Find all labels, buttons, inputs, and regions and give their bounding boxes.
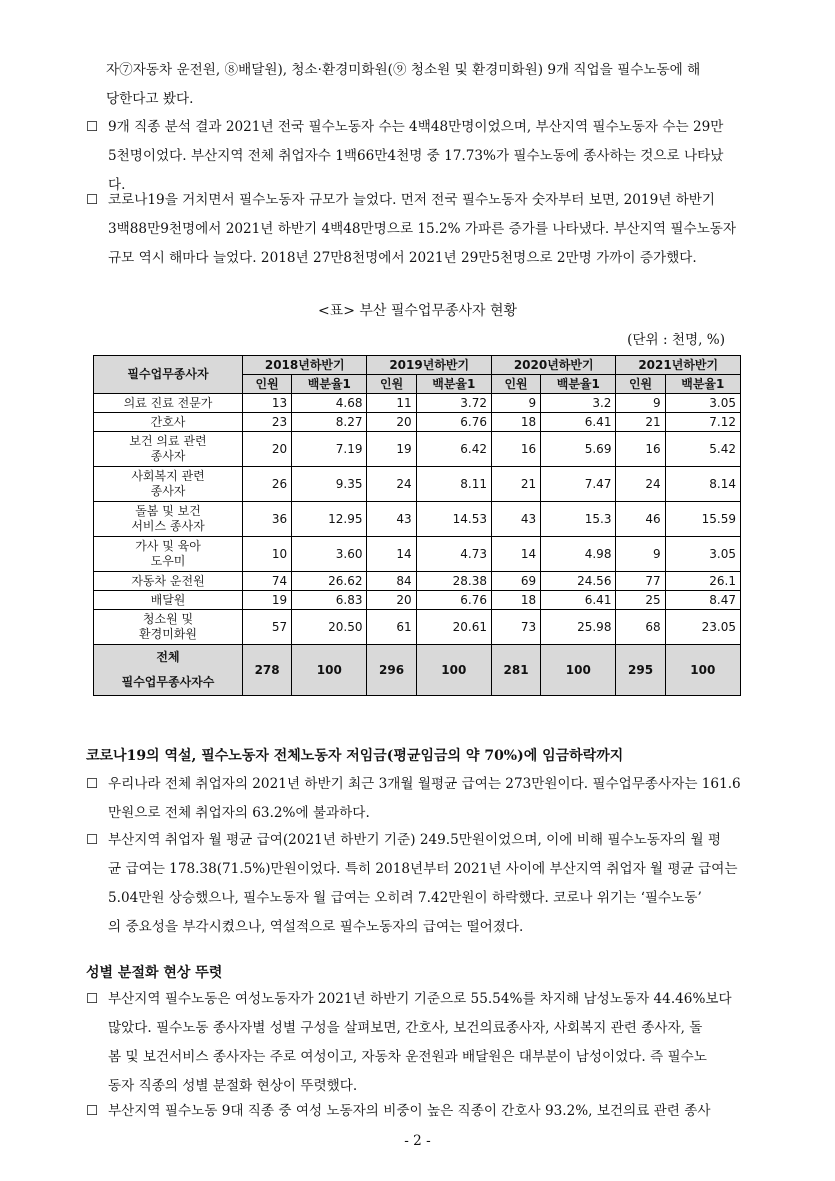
percent-cell: 100 — [541, 645, 616, 696]
percent-cell: 25.98 — [541, 610, 616, 645]
sub-header-percent: 백분율1 — [541, 375, 616, 394]
row-label-line: 보건 의료 관련 — [129, 434, 207, 448]
table-row — [94, 502, 741, 537]
row-label-cell — [94, 432, 243, 467]
count-cell: 21 — [491, 467, 540, 502]
text-line: 동자 직종의 성별 분절화 현상이 뚜렷했다. — [108, 1078, 358, 1094]
percent-cell: 14.53 — [416, 502, 491, 537]
table-row — [94, 394, 741, 413]
text-line: 5천명이었다. 부산지역 전체 취업자수 1백66만4천명 중 17.73%가 필수노동에 종사하는 것으로 나타났 — [108, 148, 724, 164]
percent-cell: 3.05 — [665, 394, 740, 413]
intro-paragraph — [106, 56, 758, 114]
percent-cell: 20.50 — [292, 610, 367, 645]
text-line: 자⑦자동차 운전원, ⑧배달원), 청소·환경미화원(⑨ 청소원 및 환경미화원) 9개 직업을 필수노동에 해 — [106, 62, 701, 78]
checkbox-bullet-icon: ☐ — [86, 776, 99, 792]
count-cell: 57 — [243, 610, 292, 645]
percent-cell: 28.38 — [416, 572, 491, 591]
sub-header-percent: 백분율1 — [292, 375, 367, 394]
text-line: 봄 및 보건서비스 종사자는 주로 여성이고, 자동차 운전원과 배달원은 대부분이 남성이었다. 즉 필수노 — [108, 1049, 707, 1065]
section-heading-gender: 성별 분절화 현상 뚜렷 — [86, 965, 223, 981]
table-total-row — [94, 645, 741, 696]
text-line: 당한다고 봤다. — [106, 91, 194, 107]
row-label-line: 배달원 — [150, 592, 186, 607]
row-label-line: 간호사 — [150, 414, 186, 429]
text-line: 부산지역 취업자 월 평균 급여(2021년 하반기 기준) 249.5만원이었으며, 이에 비해 필수노동자의 월 평 — [108, 832, 722, 848]
period-header: 2020년하반기 — [491, 356, 615, 375]
percent-cell: 12.95 — [292, 502, 367, 537]
table-row — [94, 537, 741, 572]
count-cell: 21 — [616, 413, 665, 432]
row-label-cell — [94, 467, 243, 502]
checkbox-bullet-icon: ☐ — [86, 1103, 99, 1119]
percent-cell: 100 — [292, 645, 367, 696]
count-cell: 10 — [243, 537, 292, 572]
count-cell: 73 — [491, 610, 540, 645]
row-label-line: 환경미화원 — [139, 627, 197, 641]
row-label-cell — [94, 502, 243, 537]
row-label-line: 자동차 운전원 — [131, 573, 205, 588]
paragraph-national-wage — [86, 770, 758, 828]
percent-cell: 26.62 — [292, 572, 367, 591]
section-heading-low-wage: 코로나19의 역설, 필수노동자 전체노동자 저임금(평균임금의 약 70%)에 임금하락까지 — [86, 748, 624, 764]
percent-cell: 24.56 — [541, 572, 616, 591]
row-label-cell — [94, 394, 243, 413]
count-cell: 20 — [367, 591, 416, 610]
sub-header-count: 인원 — [367, 375, 416, 394]
text-line: 의 중요성을 부각시켰으나, 역설적으로 필수노동자의 급여는 떨어졌다. — [108, 919, 524, 935]
count-cell: 9 — [616, 394, 665, 413]
percent-cell: 8.14 — [665, 467, 740, 502]
count-cell: 84 — [367, 572, 416, 591]
percent-cell: 7.19 — [292, 432, 367, 467]
count-cell: 69 — [491, 572, 540, 591]
text-line: 많았다. 필수노동 종사자별 성별 구성을 살펴보면, 간호사, 보건의료종사자, 사회복지 관련 종사자, 돌 — [108, 1020, 703, 1036]
period-header: 2021년하반기 — [616, 356, 741, 375]
count-cell: 19 — [243, 591, 292, 610]
percent-cell: 100 — [416, 645, 491, 696]
text-line: 3백88만9천명에서 2021년 하반기 4백48만명으로 15.2% 가파른 증가를 나타냈다. 부산지역 필수노동자 — [108, 221, 737, 237]
count-cell: 281 — [491, 645, 540, 696]
row-header-cell: 필수업무종사자 — [94, 356, 243, 394]
table-row — [94, 413, 741, 432]
count-cell: 16 — [491, 432, 540, 467]
count-cell: 46 — [616, 502, 665, 537]
checkbox-bullet-icon: ☐ — [86, 119, 99, 135]
row-label-cell — [94, 572, 243, 591]
count-cell: 16 — [616, 432, 665, 467]
count-cell: 295 — [616, 645, 665, 696]
percent-cell: 3.72 — [416, 394, 491, 413]
sub-header-percent: 백분율1 — [416, 375, 491, 394]
percent-cell: 7.47 — [541, 467, 616, 502]
row-label-cell — [94, 591, 243, 610]
percent-cell: 4.68 — [292, 394, 367, 413]
count-cell: 9 — [616, 537, 665, 572]
count-cell: 24 — [367, 467, 416, 502]
percent-cell: 8.47 — [665, 591, 740, 610]
row-label-line: 가사 및 육아 — [135, 539, 201, 553]
percent-cell: 26.1 — [665, 572, 740, 591]
count-cell: 18 — [491, 591, 540, 610]
count-cell: 77 — [616, 572, 665, 591]
checkbox-bullet-icon: ☐ — [86, 192, 99, 208]
percent-cell: 6.42 — [416, 432, 491, 467]
table-row — [94, 610, 741, 645]
count-cell: 14 — [367, 537, 416, 572]
percent-cell: 15.3 — [541, 502, 616, 537]
table-title: <표> 부산 필수업무종사자 현황 — [317, 303, 518, 319]
percent-cell: 6.76 — [416, 591, 491, 610]
table-row — [94, 432, 741, 467]
percent-cell: 20.61 — [416, 610, 491, 645]
table-row — [94, 467, 741, 502]
percent-cell: 8.11 — [416, 467, 491, 502]
sub-header-count: 인원 — [243, 375, 292, 394]
period-header: 2019년하반기 — [367, 356, 491, 375]
row-label-line: 돌봄 및 보건 — [135, 504, 201, 518]
percent-cell: 5.69 — [541, 432, 616, 467]
table-body — [94, 394, 741, 696]
text-line: 부산지역 필수노동 9대 직종 중 여성 노동자의 비중이 높은 직종이 간호사 93.2%, 보건의료 관련 종사 — [108, 1103, 711, 1119]
percent-cell: 3.2 — [541, 394, 616, 413]
count-cell: 13 — [243, 394, 292, 413]
row-label-line: 종사자 — [150, 449, 186, 463]
sub-header-percent: 백분율1 — [665, 375, 740, 394]
text-line: 규모 역시 해마다 늘었다. 2018년 27만8천명에서 2021년 29만5천명으로 2만명 가까이 증가했다. — [108, 250, 697, 266]
table-row — [94, 591, 741, 610]
paragraph-female-ratio — [86, 1097, 758, 1126]
row-label-line: 필수업무종사자수 — [121, 675, 215, 689]
percent-cell: 3.05 — [665, 537, 740, 572]
count-cell: 20 — [367, 413, 416, 432]
row-label-line: 전체 — [156, 650, 180, 664]
percent-cell: 6.41 — [541, 591, 616, 610]
text-line: 부산지역 필수노동은 여성노동자가 2021년 하반기 기준으로 55.54%를 차지해 남성노동자 44.46%보다 — [108, 991, 732, 1007]
row-label-line: 서비스 종사자 — [131, 519, 205, 533]
percent-cell: 5.42 — [665, 432, 740, 467]
count-cell: 11 — [367, 394, 416, 413]
percent-cell: 15.59 — [665, 502, 740, 537]
percent-cell: 8.27 — [292, 413, 367, 432]
essential-workers-table — [93, 355, 741, 696]
period-header: 2018년하반기 — [243, 356, 367, 375]
percent-cell: 4.73 — [416, 537, 491, 572]
page-number: - 2 - — [404, 1133, 431, 1149]
table-row — [94, 572, 741, 591]
paragraph-gender-share — [86, 985, 758, 1101]
count-cell: 14 — [491, 537, 540, 572]
row-label-cell — [94, 610, 243, 645]
row-label-line: 도우미 — [150, 554, 186, 568]
text-line: 9개 직종 분석 결과 2021년 전국 필수노동자 수는 4백48만명이었으며, 부산지역 필수노동자 수는 29만 — [108, 119, 724, 135]
count-cell: 36 — [243, 502, 292, 537]
paragraph-covid-growth — [86, 186, 758, 273]
count-cell: 20 — [243, 432, 292, 467]
percent-cell: 6.83 — [292, 591, 367, 610]
count-cell: 19 — [367, 432, 416, 467]
checkbox-bullet-icon: ☐ — [86, 832, 99, 848]
percent-cell: 6.76 — [416, 413, 491, 432]
row-label-line: 의료 진료 전문가 — [123, 395, 213, 410]
paragraph-busan-wage — [86, 826, 758, 942]
row-label-cell — [94, 537, 243, 572]
percent-cell: 7.12 — [665, 413, 740, 432]
row-label-cell — [94, 645, 243, 696]
count-cell: 43 — [367, 502, 416, 537]
percent-cell: 23.05 — [665, 610, 740, 645]
checkbox-bullet-icon: ☐ — [86, 991, 99, 1007]
row-label-line: 사회복지 관련 — [131, 469, 205, 483]
count-cell: 296 — [367, 645, 416, 696]
sub-header-count: 인원 — [616, 375, 665, 394]
text-line: 5.04만원 상승했으나, 필수노동자 월 급여는 오히려 7.42만원이 하락했다. 코로나 위기는 ‘필수노동’ — [108, 890, 702, 906]
count-cell: 61 — [367, 610, 416, 645]
row-label-cell — [94, 413, 243, 432]
percent-cell: 100 — [665, 645, 740, 696]
percent-cell: 3.60 — [292, 537, 367, 572]
text-line: 코로나19을 거치면서 필수노동자 규모가 늘었다. 먼저 전국 필수노동자 숫자부터 보면, 2019년 하반기 — [108, 192, 716, 208]
count-cell: 26 — [243, 467, 292, 502]
count-cell: 9 — [491, 394, 540, 413]
count-cell: 278 — [243, 645, 292, 696]
text-line: 다. — [108, 177, 126, 193]
text-line: 우리나라 전체 취업자의 2021년 하반기 최근 3개월 월평균 급여는 273만원이다. 필수업무종사자는 161.6 — [108, 776, 741, 792]
percent-cell: 9.35 — [292, 467, 367, 502]
count-cell: 74 — [243, 572, 292, 591]
count-cell: 23 — [243, 413, 292, 432]
text-line: 균 급여는 178.38(71.5%)만원이었다. 특히 2018년부터 2021년 사이에 부산지역 취업자 월 평균 급여는 — [108, 861, 738, 877]
row-label-line: 청소원 및 — [142, 612, 194, 626]
count-cell: 68 — [616, 610, 665, 645]
count-cell: 43 — [491, 502, 540, 537]
count-cell: 24 — [616, 467, 665, 502]
count-cell: 18 — [491, 413, 540, 432]
percent-cell: 6.41 — [541, 413, 616, 432]
table-unit: (단위 : 천명, %) — [627, 332, 725, 348]
percent-cell: 4.98 — [541, 537, 616, 572]
row-label-line: 종사자 — [150, 484, 186, 498]
text-line: 만원으로 전체 취업자의 63.2%에 불과하다. — [108, 805, 370, 821]
sub-header-count: 인원 — [491, 375, 540, 394]
count-cell: 25 — [616, 591, 665, 610]
